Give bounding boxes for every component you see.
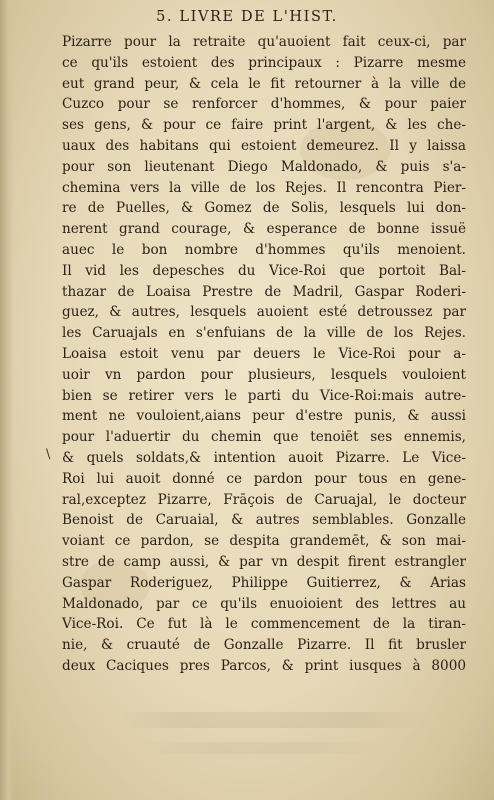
text-line: Maldonado, par ce qu'ils enuoioient des lettres au	[62, 595, 466, 612]
text-line: les Caruajals en s'enfuians de la ville de los Rejes.	[62, 325, 466, 342]
text-line: bien se retirer vers le parti du Vice-Roi:mais autre-	[62, 387, 466, 404]
text-line: Vice-Roi. Ce fut là le commencement de la tiran-	[62, 616, 466, 633]
text-line: Benoist de Caruaial, & autres semblables. Gonzalle	[62, 512, 466, 529]
text-line: re de Puelles, & Gomez de Solis, lesquels lui don-	[62, 200, 466, 217]
text-line: guez, & autres, lesquels auoient esté detroussez par	[62, 304, 466, 321]
text-line: Roi lui auoit donné ce pardon pour tous en gene-	[62, 470, 466, 487]
text-line: thazar de Loaisa Prestre de Madril, Gaspar Roderi-	[62, 283, 466, 300]
show-through-text	[120, 712, 420, 728]
text-line: auec le bon nombre d'hommes qu'ils menoient.	[62, 241, 466, 258]
text-line: eut grand peur, & cela le fit retourner à la ville de	[62, 75, 466, 92]
text-line: Loaisa estoit venu par deuers le Vice-Roi pour a-	[62, 345, 466, 362]
text-line: nerent grand courage, & esperance de bonne issuë	[62, 221, 466, 238]
text-line: & quels soldats,& intention auoit Pizarre. Le Vice-	[62, 449, 466, 466]
text-line: ment ne vouloient,aians peur d'estre punis, & aussi	[62, 408, 466, 425]
text-line: stre de camp aussi, & par vn despit firent estrangler	[62, 553, 466, 570]
text-line: Gaspar Roderiguez, Philippe Guitierrez, & Arias	[62, 574, 466, 591]
page-gutter-edge	[0, 0, 14, 800]
show-through-text	[140, 742, 380, 754]
running-head: 5. LIVRE DE L'HIST.	[156, 9, 338, 25]
body-text	[62, 32, 466, 677]
text-line: chemina vers la ville de los Rejes. Il rencontra Pier-	[62, 179, 466, 196]
text-line: Il vid les depesches du Vice-Roi que portoit Bal-	[62, 262, 466, 279]
text-line: ce qu'ils estoient des principaux : Pizarre mesme	[62, 54, 466, 71]
text-line: uoir vn pardon pour plusieurs, lesquels vouloient	[62, 366, 466, 383]
text-line: nie, & cruauté de Gonzalle Pizarre. Il fit brusler	[62, 637, 466, 654]
text-line: pour l'aduertir du chemin que tenoiēt ses ennemis,	[62, 429, 466, 446]
text-line: pour son lieutenant Diego Maldonado, & puis s'a-	[62, 158, 466, 175]
text-line: ses gens, & pour ce faire print l'argent, & les che-	[62, 117, 466, 134]
text-line: ral,exceptez Pizarre, Frāçois de Caruajal, le docteur	[62, 491, 466, 508]
text-line: Pizarre pour la retraite qu'auoient fait ceux-ci, par	[62, 34, 466, 50]
text-line: deux Caciques pres Parcos, & print iusques à 8000	[62, 657, 466, 674]
text-line: voiant ce pardon, se despita grandemēt, & son mai-	[62, 533, 466, 550]
margin-mark: \	[46, 447, 51, 462]
text-line: uaux des habitans qui estoient demeurez. Il y laissa	[62, 137, 466, 154]
text-line: Cuzco pour se renforcer d'hommes, & pour paier	[62, 96, 466, 113]
